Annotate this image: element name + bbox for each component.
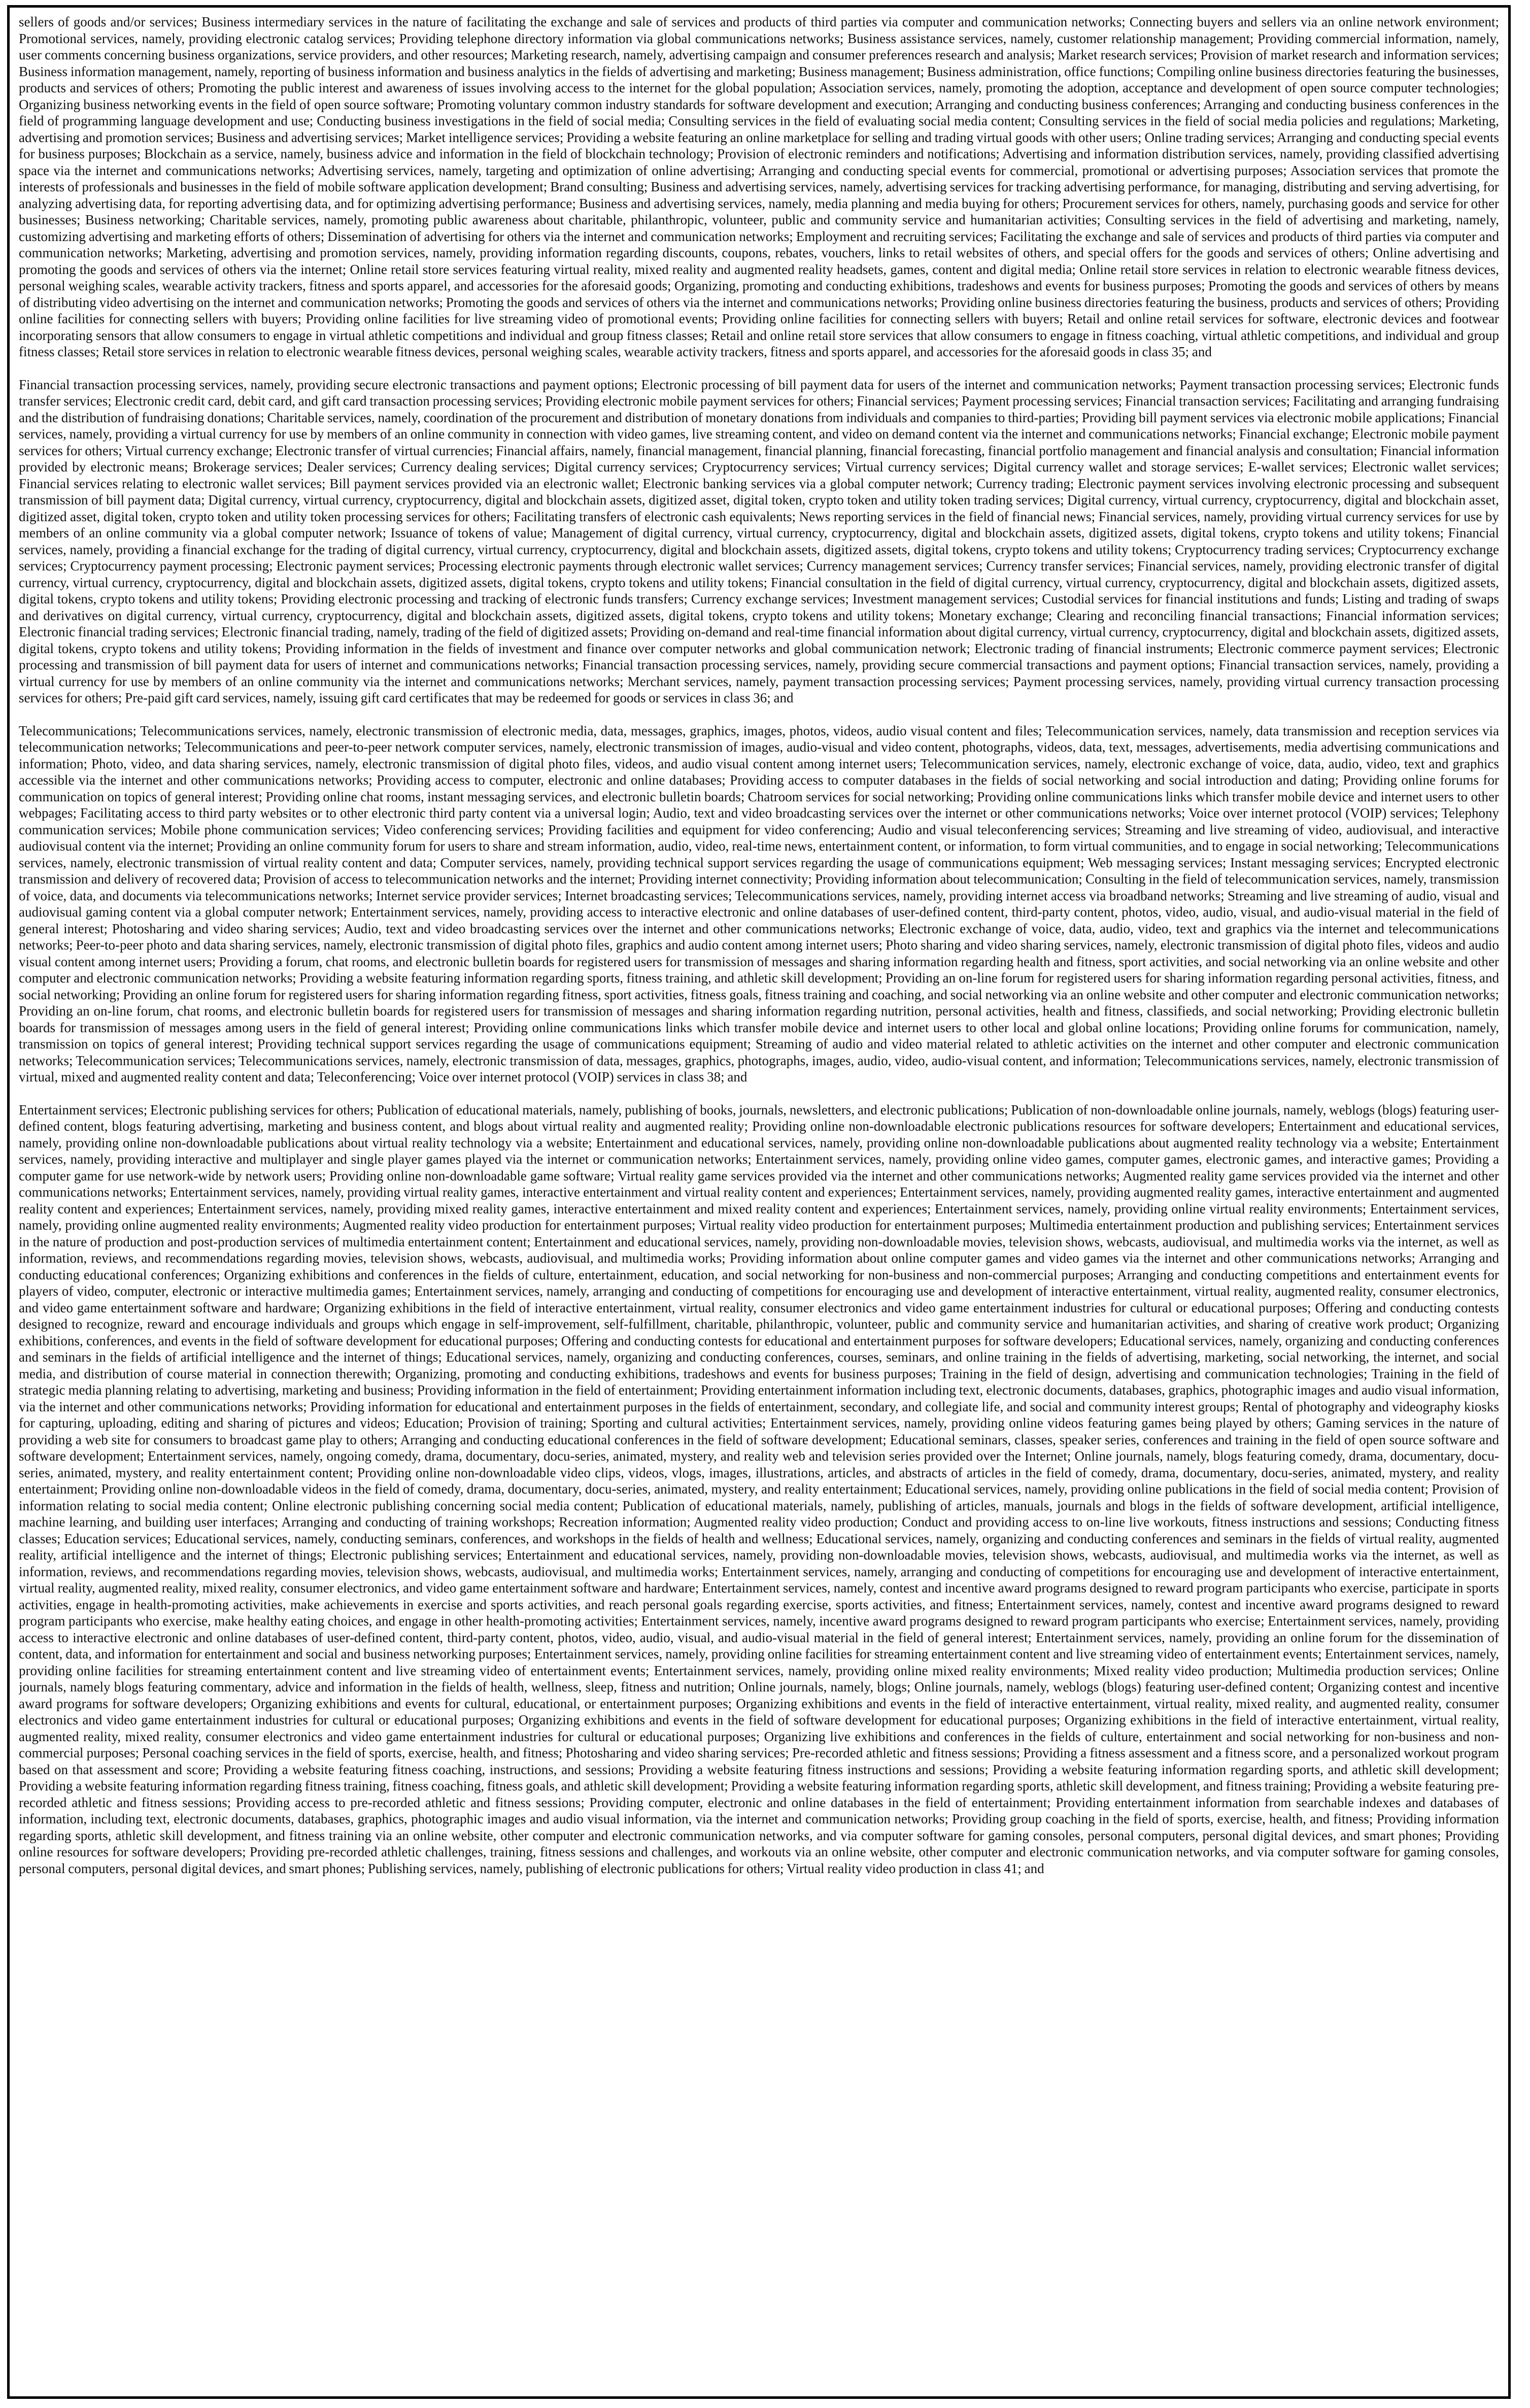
class-41-services-paragraph: Entertainment services; Electronic publishing services for others; Publication of educational materials, namely, publishing of books, journals, newsletters, and electronic publications; Publication of non-downloadable online journals, namely, weblogs (blogs) featuring user-defined content, blogs featuring advertising, marketing and business content, and blogs about virtual reality and augmented reality; Providing online non-downloadable electronic publications resources for software developers; Entertainment and educational services, namely, providing online non-downloadable publications about virtual reality technology via a website; Entertainment and educational services, namely, providing online non-downloadable publications about augmented reality technology via a website; Entertainment services, namely, providing interactive and multiplayer and single player games played via the internet or communication networks; Entertainment services, namely, providing online video games, computer games, electronic games, and interactive games; Providing a computer game for use network-wide by network users; Providing online non-downloadable game software; Virtual reality game services provided via the internet and other communications networks; Augmented reality game services provided via the internet and other communications networks; Entertainment services, namely, providing virtual reality games, interactive entertainment and virtual reality content and experiences; Entertainment services, namely, providing augmented reality games, interactive entertainment and augmented reality content and experiences; Entertainment services, namely, providing mixed reality games, interactive entertainment and mixed reality content and experiences; Entertainment services, namely, providing online virtual reality environments; Entertainment services, namely, providing online augmented reality environments; Augmented reality video production for entertainment purposes; Virtual reality video production for entertainment purposes; Multimedia entertainment production and publishing services; Entertainment services in the nature of production and post-production services of multimedia entertainment content; Entertainment and educational services, namely, providing non-downloadable movies, television shows, webcasts, audiovisual, and multimedia works via the internet, as well as information, reviews, and recommendations regarding movies, television shows, webcasts, audiovisual, and multimedia works; Providing information about online computer games and video games via the internet and other communications networks; Arranging and conducting educational conferences; Organizing exhibitions and conferences in the fields of culture, entertainment, education, and social networking for non-business and non-commercial purposes; Arranging and conducting competitions and entertainment events for players of video, computer, electronic or interactive multimedia games; Entertainment services, namely, arranging and conducting of competitions for encouraging use and development of interactive entertainment, virtual reality, augmented reality, consumer electronics, and video game entertainment software and hardware; Organizing exhibitions in the field of interactive entertainment, virtual reality, consumer electronics and video game entertainment industries for cultural or educational purposes; Offering and conducting contests designed to recognize, reward and encourage individuals and groups which engage in self-improvement, self-fulfillment, charitable, philanthropic, volunteer, public and community service and humanitarian activities, and sharing of creative work product; Organizing exhibitions, conferences, and events in the field of software development for educational purposes; Offering and conducting contests for educational and entertainment purposes for software developers; Educational services, namely, organizing and conducting conferences and seminars in the fields of artificial intelligence and the internet of things; Educational services, namely, organizing and conducting conferences, courses, seminars, and online training in the fields of advertising, marketing, social networking, the internet, and social media, and distribution of course material in connection therewith; Organizing, promoting and conducting exhibitions, tradeshows and events for business purposes; Training in the field of design, advertising and communication technologies; Training in the field of strategic media planning relating to advertising, marketing and business; Providing information in the field of entertainment; Providing entertainment information including text, electronic documents, databases, graphics, photographic images and audio visual information, via the internet and other communications networks; Providing information for educational and entertainment purposes in the fields of entertainment, secondary, and collegiate life, and social and community interest groups; Rental of photography and videography kiosks for capturing, uploading, editing and sharing of pictures and videos; Education; Provision of training; Sporting and cultural activities; Entertainment services, namely, providing online videos featuring games being played by others; Gaming services in the nature of providing a web site for consumers to broadcast game play to others; Arranging and conducting educational conferences in the field of software development; Educational seminars, classes, speaker series, conferences and training in the field of open source software and software development; Entertainment services, namely, ongoing comedy, drama, documentary, docu-series, animated, mystery, and reality web and television series provided over the Internet; Online journals, namely, blogs featuring comedy, drama, documentary, docu-series, animated, mystery, and reality entertainment content; Providing online non-downloadable video clips, videos, vlogs, images, illustrations, articles, and abstracts of articles in the field of comedy, drama, documentary, docu-series, animated, mystery, and reality entertainment; Providing online non-downloadable videos in the field of comedy, drama, documentary, docu-series, animated, mystery, and reality entertainment; Educational services, namely, providing online publications in the field of social media content; Provision of information relating to social media content; Online electronic publishing concerning social media content; Publication of educational materials, namely, publishing of articles, manuals, journals and blogs in the fields of software development, artificial intelligence, machine learning, and building user interfaces; Arranging and conducting of training workshops; Recreation information; Augmented reality video production; Conduct and providing access to on-line live workouts, fitness instructions and sessions; Conducting fitness classes; Education services; Educational services, namely, conducting seminars, conferences, and workshops in the fields of health and wellness; Educational services, namely, organizing and conducting conferences and seminars in the fields of virtual reality, augmented reality, artificial intelligence and the internet of things; Electronic publishing services; Entertainment and educational services, namely, providing non-downloadable movies, television shows, webcasts, audiovisual, and multimedia works via the internet, as well as information, reviews, and recommendations regarding movies, television shows, webcasts, audiovisual, and multimedia works; Entertainment services, namely, arranging and conducting of competitions for encouraging use and development of interactive entertainment, virtual reality, augmented reality, mixed reality, consumer electronics, and video game entertainment software and hardware; Entertainment services, namely, contest and incentive award programs designed to reward program participants who exercise, participate in sports activities, engage in health-promoting activities, make achievements in exercise and sports activities, and reach personal goals regarding exercise, sports activities, and fitness; Entertainment services, namely, contest and incentive award programs designed to reward program participants who exercise, make healthy eating choices, and engage in other health-promoting activities; Entertainment services, namely, incentive award programs designed to reward program participants who exercise; Entertainment services, namely, providing access to interactive electronic and online databases of user-defined content, third-party content, photos, video, audio, visual, and audio-visual material in the field of general interest; Entertainment services, namely, providing an online forum for the dissemination of content, data, and information for entertainment and social and business networking purposes; Entertainment services, namely, providing online facilities for streaming entertainment content and live streaming video of entertainment events; Entertainment services, namely, providing online facilities for streaming entertainment content and live streaming video of entertainment events; Entertainment services, namely, providing online mixed reality environments; Mixed reality video production; Multimedia production services; Online journals, namely blogs featuring commentary, advice and information in the fields of health, wellness, sleep, fitness and nutrition; Online journals, namely, blogs; Online journals, namely, weblogs (blogs) featuring user-defined content; Organizing contest and incentive award programs for software developers; Organizing exhibitions and events for cultural, educational, or entertainment purposes; Organizing exhibitions and events in the field of interactive entertainment, virtual reality, mixed reality, and augmented reality, consumer electronics and video game entertainment industries for cultural or educational purposes; Organizing exhibitions and events in the field of software development for educational purposes; Organizing exhibitions in the field of interactive entertainment, virtual reality, augmented reality, mixed reality, consumer electronics and video game entertainment industries for cultural or educational purposes; Organizing live exhibitions and conferences in the fields of culture, entertainment and social networking for non-business and non-commercial purposes; Personal coaching services in the field of sports, exercise, health, and fitness; Photosharing and video sharing services; Pre-recorded athletic and fitness sessions; Providing a fitness assessment and a fitness score, and a personalized workout program based on that assessment and score; Providing a website featuring fitness coaching, instructions, and sessions; Providing a website featuring fitness instructions and sessions; Providing a website featuring information regarding sports, and athletic skill development; Providing a website featuring information regarding fitness training, fitness coaching, fitness goals, and athletic skill development; Providing a website featuring information regarding sports, athletic skill development, and fitness training; Providing a website featuring pre-recorded athletic and fitness sessions; Providing access to pre-recorded athletic and fitness sessions; Providing computer, electronic and online databases in the field of entertainment; Providing entertainment information from searchable indexes and databases of information, including text, electronic documents, databases, graphics, photographic images and audio visual information, via the internet and communication networks; Providing group coaching in the field of sports, exercise, health, and fitness; Providing information regarding sports, athletic skill development, and fitness training via an online website, other computer and electronic communication networks, and via computer software for gaming consoles, personal computers, personal digital devices, and smart phones; Providing online resources for software developers; Providing pre-recorded athletic challenges, training, fitness sessions and challenges, and workouts via an online website, other computer and electronic communication networks, and via computer software for gaming consoles, personal computers, personal digital devices, and smart phones; Publishing services, namely, publishing of electronic publications for others; Virtual reality video production in class 41; and (19, 1102, 1499, 1876)
document-body (19, 14, 1499, 2391)
class-36-services-paragraph: Financial transaction processing services, namely, providing secure electronic transactions and payment options; Electronic processing of bill payment data for users of the internet and communication networks; Payment transaction processing services; Electronic funds transfer services; Electronic credit card, debit card, and gift card transaction processing services; Providing electronic mobile payment services for others; Financial services; Payment processing services; Financial transaction services; Facilitating and arranging fundraising and the distribution of fundraising donations; Charitable services, namely, coordination of the procurement and distribution of monetary donations from individuals and companies to third-parties; Providing bill payment services via electronic mobile applications; Financial services, namely, providing a virtual currency for use by members of an online community in connection with video games, live streaming content, and video on demand content via the internet and communications networks; Financial exchange; Electronic mobile payment services for others; Virtual currency exchange; Electronic transfer of virtual currencies; Financial affairs, namely, financial management, financial planning, financial forecasting, financial portfolio management and financial analysis and consultation; Financial information provided by electronic means; Brokerage services; Dealer services; Currency dealing services; Digital currency services; Cryptocurrency services; Virtual currency services; Digital currency wallet and storage services; E-wallet services; Electronic wallet services; Financial services relating to electronic wallet services; Bill payment services provided via an electronic wallet; Electronic banking services via a global computer network; Currency trading; Electronic payment services involving electronic processing and subsequent transmission of bill payment data; Digital currency, virtual currency, cryptocurrency, digital and blockchain assets, digitized asset, digital token, crypto token and utility token trading services; Digital currency, virtual currency, cryptocurrency, digital and blockchain asset, digitized asset, digital token, crypto token and utility token processing services for others; Facilitating transfers of electronic cash equivalents; News reporting services in the field of financial news; Financial services, namely, providing virtual currency services for use by members of an online community via a global computer network; Issuance of tokens of value; Management of digital currency, virtual currency, cryptocurrency, digital and blockchain assets, digitized assets, digital tokens, crypto tokens and utility tokens; Financial services, namely, providing a financial exchange for the trading of digital currency, virtual currency, cryptocurrency, digital and blockchain assets, digitized assets, digital tokens, crypto tokens and utility tokens; Cryptocurrency trading services; Cryptocurrency exchange services; Cryptocurrency payment processing; Electronic payment services; Processing electronic payments through electronic wallet services; Currency management services; Currency transfer services; Financial services, namely, providing electronic transfer of digital currency, virtual currency, cryptocurrency, digital and blockchain assets, digitized assets, digital tokens, crypto tokens and utility tokens; Financial consultation in the field of digital currency, virtual currency, cryptocurrency, digital and blockchain assets, digitized assets, digital tokens, crypto tokens and utility tokens; Providing electronic processing and tracking of electronic funds transfers; Currency exchange services; Investment management services; Custodial services for financial institutions and funds; Listing and trading of swaps and derivatives on digital currency, virtual currency, cryptocurrency, digital and blockchain assets, digitized assets, digital tokens, crypto tokens and utility tokens; Monetary exchange; Clearing and reconciling financial transactions; Financial information services; Electronic financial trading services; Electronic financial trading, namely, trading of the field of digitized assets; Providing on-demand and real-time financial information about digital currency, virtual currency, cryptocurrency, digital and blockchain assets, digitized assets, digital tokens, crypto tokens and utility tokens; Providing information in the fields of investment and finance over computer networks and global communication network; Electronic trading of financial instruments; Electronic commerce payment services; Electronic processing and transmission of bill payment data for users of internet and communications networks; Financial transaction processing services, namely, providing secure commercial transactions and payment options; Financial transaction services, namely, providing a virtual currency for use by members of an online community via the internet and communications networks; Merchant services, namely, payment transaction processing services; Payment processing services, namely, providing virtual currency transaction processing services for others; Pre-paid gift card services, namely, issuing gift card certificates that may be redeemed for goods or services in class 36; and (19, 377, 1499, 705)
class-35-services-paragraph: sellers of goods and/or services; Business intermediary services in the nature of facilitating the exchange and sale of services and products of third parties via computer and communication networks; Connecting buyers and sellers via an online network environment; Promotional services, namely, providing electronic catalog services; Providing telephone directory information via global communications networks; Business assistance services, namely, customer relationship management; Providing commercial information, namely, user comments concerning business organizations, service providers, and other resources; Marketing research, namely, advertising campaign and consumer preferences research and analysis; Market research services; Provision of market research and information services; Business information management, namely, reporting of business information and business analytics in the fields of advertising and marketing; Business management; Business administration, office functions; Compiling online business directories featuring the businesses, products and services of others; Promoting the public interest and awareness of issues involving access to the internet for the global population; Association services, namely, promoting the adoption, acceptance and development of open source computer technologies; Organizing business networking events in the field of open source software; Promoting voluntary common industry standards for software development and execution; Arranging and conducting business conferences; Arranging and conducting business conferences in the field of programming language development and use; Conducting business investigations in the field of social media; Consulting services in the field of evaluating social media content; Consulting services in the field of social media policies and regulations; Marketing, advertising and promotion services; Business and advertising services; Market intelligence services; Providing a website featuring an online marketplace for selling and trading virtual goods with other users; Online trading services; Arranging and conducting special events for business purposes; Blockchain as a service, namely, business advice and information in the field of blockchain technology; Provision of electronic reminders and notifications; Advertising and information distribution services, namely, providing classified advertising space via the internet and communications networks; Advertising services, namely, targeting and optimization of online advertising; Arranging and conducting special events for commercial, promotional or advertising purposes; Association services that promote the interests of professionals and businesses in the field of mobile software application development; Brand consulting; Business and advertising services, namely, advertising services for tracking advertising performance, for managing, distributing and serving advertising, for analyzing advertising data, for reporting advertising data, and for optimizing advertising performance; Business and advertising services, namely, media planning and media buying for others; Procurement services for others, namely, purchasing goods and service for other businesses; Business networking; Charitable services, namely, promoting public awareness about charitable, philanthropic, volunteer, public and community service and humanitarian activities; Consulting services in the field of advertising and marketing, namely, customizing advertising and marketing efforts of others; Dissemination of advertising for others via the internet and communication networks; Employment and recruiting services; Facilitating the exchange and sale of services and products of third parties via computer and communication networks; Marketing, advertising and promotion services, namely, providing information regarding discounts, coupons, rebates, vouchers, links to retail websites of others, and special offers for the goods and services of others; Online advertising and promoting the goods and services of others via the internet; Online retail store services featuring virtual reality, mixed reality and augmented reality headsets, games, content and digital media; Online retail store services in relation to electronic wearable fitness devices, personal weighing scales, wearable activity trackers, fitness and sports apparel, and accessories for the aforesaid goods; Organizing, promoting and conducting exhibitions, tradeshows and events for business purposes; Promoting the goods and services of others by means of distributing video advertising on the internet and communication networks; Promoting the goods and services of others via the internet and communications networks; Providing online business directories featuring the business, products and services of others; Providing online facilities for connecting sellers with buyers; Providing online facilities for live streaming video of promotional events; Providing online facilities for connecting sellers with buyers; Retail and online retail services for software, electronic devices and footwear incorporating sensors that allow consumers to engage in virtual athletic competitions and individual and group fitness classes; Retail and online retail store services that allow consumers to engage in fitness coaching, virtual athletic competitions, and individual and group fitness classes; Retail store services in relation to electronic wearable fitness devices, personal weighing scales, wearable activity trackers, fitness and sports apparel, and accessories for the aforesaid goods in class 35; and (19, 14, 1499, 359)
document-frame (7, 5, 1511, 2399)
class-38-services-paragraph: Telecommunications; Telecommunications services, namely, electronic transmission of electronic media, data, messages, graphics, images, photos, videos, audio visual content and files; Telecommunication services, namely, data transmission and reception services via telecommunication networks; Telecommunications and peer-to-peer network computer services, namely, electronic transmission of images, audio-visual and video content, photographs, videos, data, text, messages, advertisements, media advertising communications and information; Photo, video, and data sharing services, namely, electronic transmission of digital photo files, videos, and audio visual content among internet users; Telecommunication services, namely, electronic exchange of voice, data, audio, video, text and graphics accessible via the internet and other communications networks; Providing access to computer, electronic and online databases; Providing access to computer databases in the fields of social networking and social introduction and dating; Providing online forums for communication on topics of general interest; Providing online chat rooms, instant messaging services, and electronic bulletin boards; Chatroom services for social networking; Providing online communications links which transfer mobile device and internet users to other webpages; Facilitating access to third party websites or to other electronic third party content via a universal login; Audio, text and video broadcasting services over the internet or other communications networks; Voice over internet protocol (VOIP) services; Telephony communication services; Mobile phone communication services; Video conferencing services; Providing facilities and equipment for video conferencing; Audio and visual teleconferencing services; Streaming and live streaming of video, audiovisual, and interactive audiovisual content via the internet; Providing an online community forum for users to share and stream information, audio, video, real-time news, entertainment content, or information, to form virtual communities, and to engage in social networking; Telecommunications services, namely, electronic transmission of virtual reality content and data; Computer services, namely, providing technical support services regarding the usage of communications equipment; Web messaging services; Instant messaging services; Encrypted electronic transmission and delivery of recovered data; Provision of access to telecommunication networks and the internet; Providing internet connectivity; Providing information about telecommunication; Consulting in the field of telecommunication services, namely, transmission of voice, data, and documents via telecommunications networks; Internet service provider services; Internet broadcasting services; Telecommunications services, namely, providing internet access via broadband networks; Streaming and live streaming of audio, visual and audiovisual gaming content via a global computer network; Entertainment services, namely, providing access to interactive electronic and online databases of user-defined content, third-party content, photos, video, audio, visual, and audio-visual material in the field of general interest; Photosharing and video sharing services; Audio, text and video broadcasting services over the internet and other communications networks; Electronic exchange of voice, data, audio, video, text and graphics via the internet and telecommunications networks; Peer-to-peer photo and data sharing services, namely, electronic transmission of digital photo files, graphics and audio content among internet users; Photo sharing and video sharing services, namely, electronic transmission of digital photo files, videos and audio visual content among internet users; Providing a forum, chat rooms, and electronic bulletin boards for registered users for transmission of messages and sharing information regarding health and fitness, sport activities, and social networking via an online website and other computer and electronic communication networks; Providing a website featuring information regarding sports, fitness training, and athletic skill development; Providing an on-line forum for registered users for sharing information regarding personal activities, fitness, and social networking; Providing an online forum for registered users for sharing information regarding fitness, sport activities, fitness goals, fitness training and coaching, and social networking via an online website and other computer and electronic communication networks; Providing an on-line forum, chat rooms, and electronic bulletin boards for registered users for transmission of messages and sharing information regarding nutrition, personal activities, health and fitness, classifieds, and social networking; Providing electronic bulletin boards for transmission of messages among users in the field of general interest; Providing online communications links which transfer mobile device and internet users to other local and global online locations; Providing online forums for communication, namely, transmission on topics of general interest; Providing technical support services regarding the usage of communications equipment; Streaming of audio and video material related to athletic activities on the internet and other computer and electronic communication networks; Telecommunication services; Telecommunications services, namely, electronic transmission of data, messages, graphics, photographs, images, audio, video, audio-visual content, and information; Telecommunications services, namely, electronic transmission of virtual, mixed and augmented reality content and data; Teleconferencing; Voice over internet protocol (VOIP) services in class 38; and (19, 723, 1499, 1084)
